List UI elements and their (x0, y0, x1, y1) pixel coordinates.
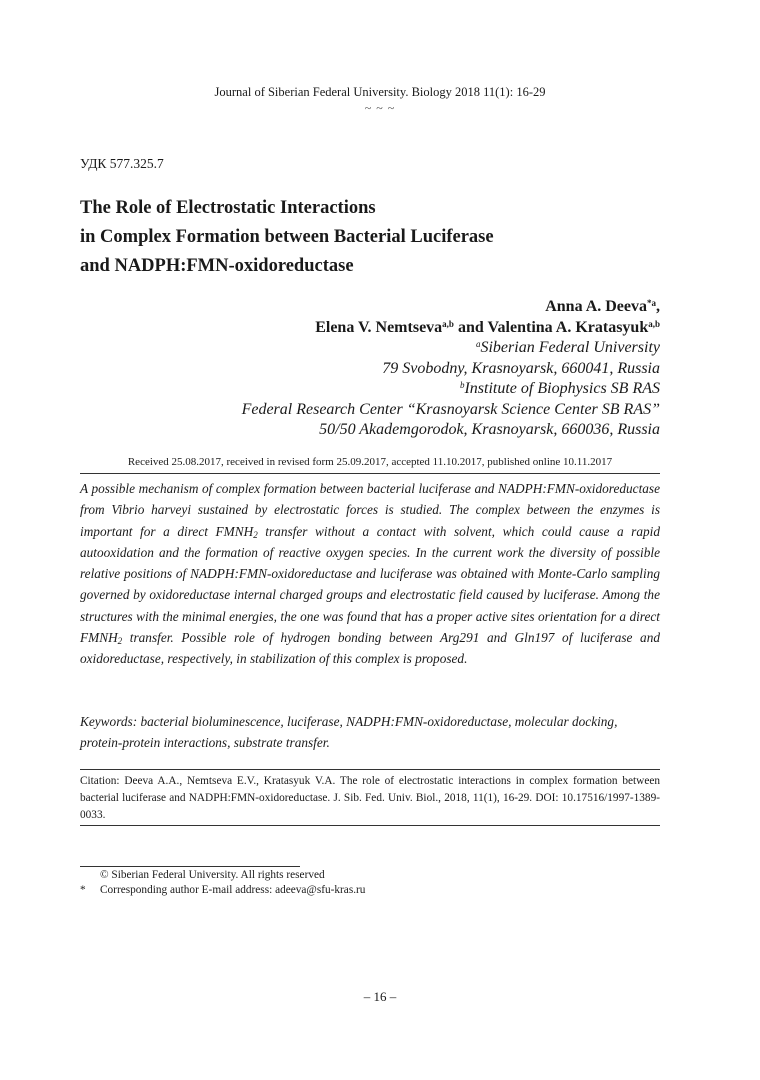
affil-a-mark: a (475, 339, 481, 349)
keywords: Keywords: bacterial bioluminescence, luciferase, NADPH:FMN-oxidoreductase, molecular docking, protein-protein interactions, substrate transfer. (80, 714, 618, 751)
abstract-text-3: transfer. Possible role of hydrogen bonding between Arg291 and Gln197 of luciferase and oxidoreductase, respectively, in stabilization of this complex is proposed. (80, 630, 660, 667)
corresponding-email: Corresponding author E-mail address: adeeva@sfu-kras.ru (100, 884, 366, 896)
footnote-mark: * (80, 884, 86, 896)
udk-code: УДК 577.325.7 (80, 156, 164, 171)
affil-a-address: 79 Svobodny, Krasnoyarsk, 660041, Russia (382, 359, 660, 377)
affil-b-mark: b (459, 380, 465, 390)
header-ornament: ~ ~ ~ (364, 101, 396, 115)
title-line-2: in Complex Formation between Bacterial Luciferase (80, 227, 494, 247)
author-separator: , (656, 298, 660, 315)
page-number: – 16 – (363, 989, 397, 1004)
author-separator-and: and (453, 319, 488, 336)
affil-a-name: Siberian Federal University (480, 339, 660, 356)
title-line-3: and NADPH:FMN-oxidoreductase (80, 256, 354, 276)
abstract-text-1: A possible mechanism of complex formation between bacterial luciferase and NADPH:FMN-oxidoreductase from Vibrio harveyi sustained by electrostatic forces is studied. The complex between the enzymes is important for a direct FMNH (80, 481, 660, 539)
author-1-name: Anna A. Deeva (545, 298, 647, 315)
title-line-1: The Role of Electrostatic Interactions (80, 198, 376, 218)
affil-b-center: Federal Research Center “Krasnoyarsk Science Center SB RAS” (241, 400, 660, 418)
divider (80, 769, 660, 770)
divider (80, 825, 660, 826)
footnote-divider (80, 866, 300, 867)
copyright-text: © Siberian Federal University. All rights reserved (100, 869, 325, 881)
affiliations (160, 338, 660, 441)
author-1-affil: *a (647, 298, 656, 308)
received-dates: Received 25.08.2017, received in revised form 25.09.2017, accepted 11.10.2017, published online 10.11.2017 (127, 456, 613, 468)
author-2-name: Elena V. Nemtseva (315, 319, 443, 336)
affil-b-address: 50/50 Akademgorodok, Krasnoyarsk, 660036, Russia (319, 421, 660, 438)
abstract-subscript: 2 (253, 529, 258, 540)
divider (80, 473, 660, 474)
journal-header: Journal of Siberian Federal University. Biology 2018 11(1): 16-29 (214, 85, 546, 99)
author-3-name: Valentina A. Kratasyuk (487, 319, 649, 336)
footnote-copyright (80, 868, 325, 883)
footnote-corresponding (80, 883, 365, 898)
author-3-affil: a,b (648, 319, 660, 329)
paper-title (80, 194, 680, 281)
abstract-subscript: 2 (117, 636, 123, 647)
abstract-text-2: transfer without a contact with solvent, which could cause a rapid autooxidation and the formation of reactive oxygen species. In the current work the diversity of possible relative positions of NADPH:FMN-oxidoreductase and luciferase was obtained with Monte-Carlo sampling governed by oxidoreductase internal charged groups and electrostatic field caused by luciferase. Among the structures with the minimal energies, the one was found that has a proper active sites orientation for a direct FMNH (80, 523, 661, 646)
citation: Citation: Deeva A.A., Nemtseva E.V., Kratasyuk V.A. The role of electrostatic interactions in complex formation between bacterial luciferase and NADPH:FMN-oxidoreductase. J. Sib. Fed. Univ. Biol., 2018, 11(1), 16-29. DOI: 10.17516/1997-1389-0033. (80, 775, 660, 821)
abstract (80, 478, 660, 670)
affil-b-name: Institute of Biophysics SB RAS (464, 380, 660, 397)
author-2-affil: a,b (442, 319, 454, 329)
author-list (200, 296, 660, 338)
